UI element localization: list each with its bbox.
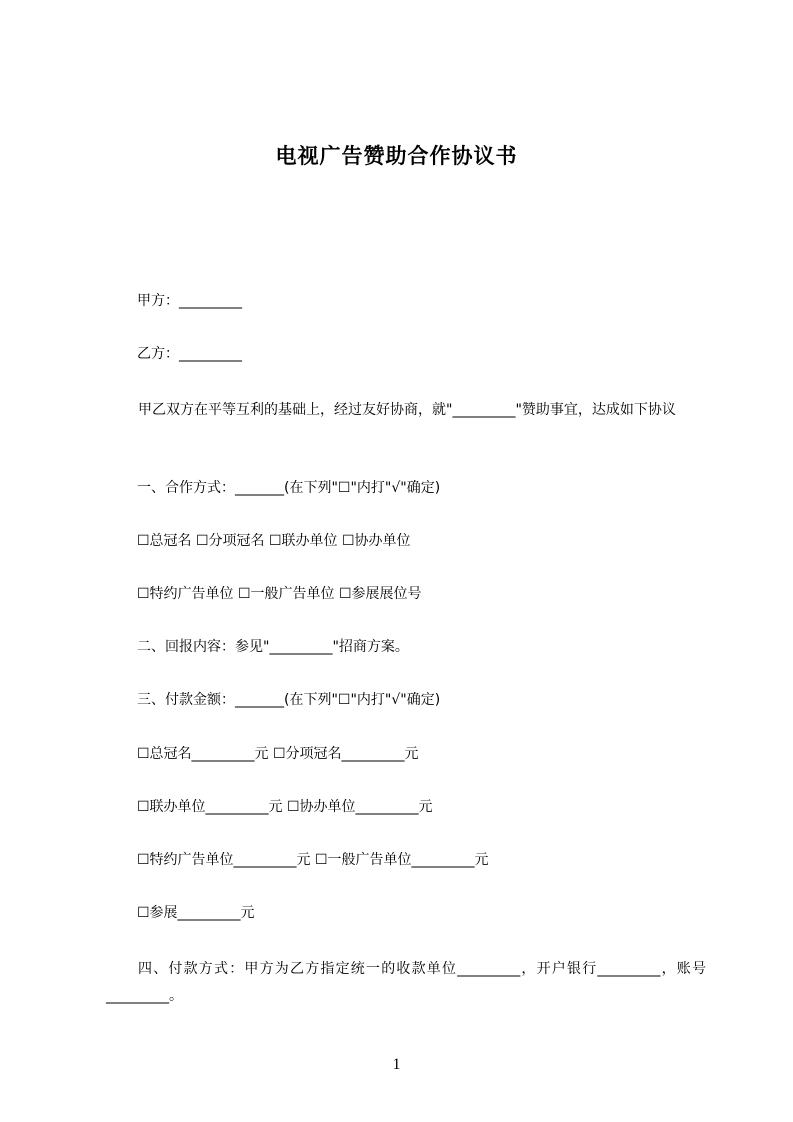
section1-options-row2: ☐特约广告单位 ☐一般广告单位 ☐参展展位号 — [137, 586, 422, 602]
section3-row4: ☐参展_________元 — [137, 905, 255, 921]
section1-heading: 一、合作方式：_______(在下列"☐"内打"√"确定) — [137, 480, 441, 496]
section3-row1: ☐总冠名_________元 ☐分项冠名_________元 — [137, 746, 419, 762]
section3-row2: ☐联办单位_________元 ☐协办单位_________元 — [137, 799, 433, 815]
intro-paragraph: 甲乙双方在平等互利的基础上，经过友好协商，就"_________"赞助事宜，达成如下协议 — [138, 402, 676, 418]
page-number: 1 — [392, 1056, 401, 1073]
document-title: 电视广告赞助合作协议书 — [275, 144, 518, 168]
party-a-line: 甲方：_________ — [137, 293, 242, 309]
section3-row3: ☐特约广告单位_________元 ☐一般广告单位_________元 — [137, 852, 489, 868]
party-b-line: 乙方：_________ — [137, 346, 242, 362]
section2-paragraph: 二、回报内容：参见"_________"招商方案。 — [137, 639, 409, 655]
section4-paragraph: 四、付款方式：甲方为乙方指定统一的收款单位_________，开户银行_________，账号_________。 — [106, 961, 706, 1004]
section3-heading: 三、付款金额：_______(在下列"☐"内打"√"确定) — [137, 692, 441, 708]
section1-options-row1: ☐总冠名 ☐分项冠名 ☐联办单位 ☐协办单位 — [137, 533, 411, 549]
